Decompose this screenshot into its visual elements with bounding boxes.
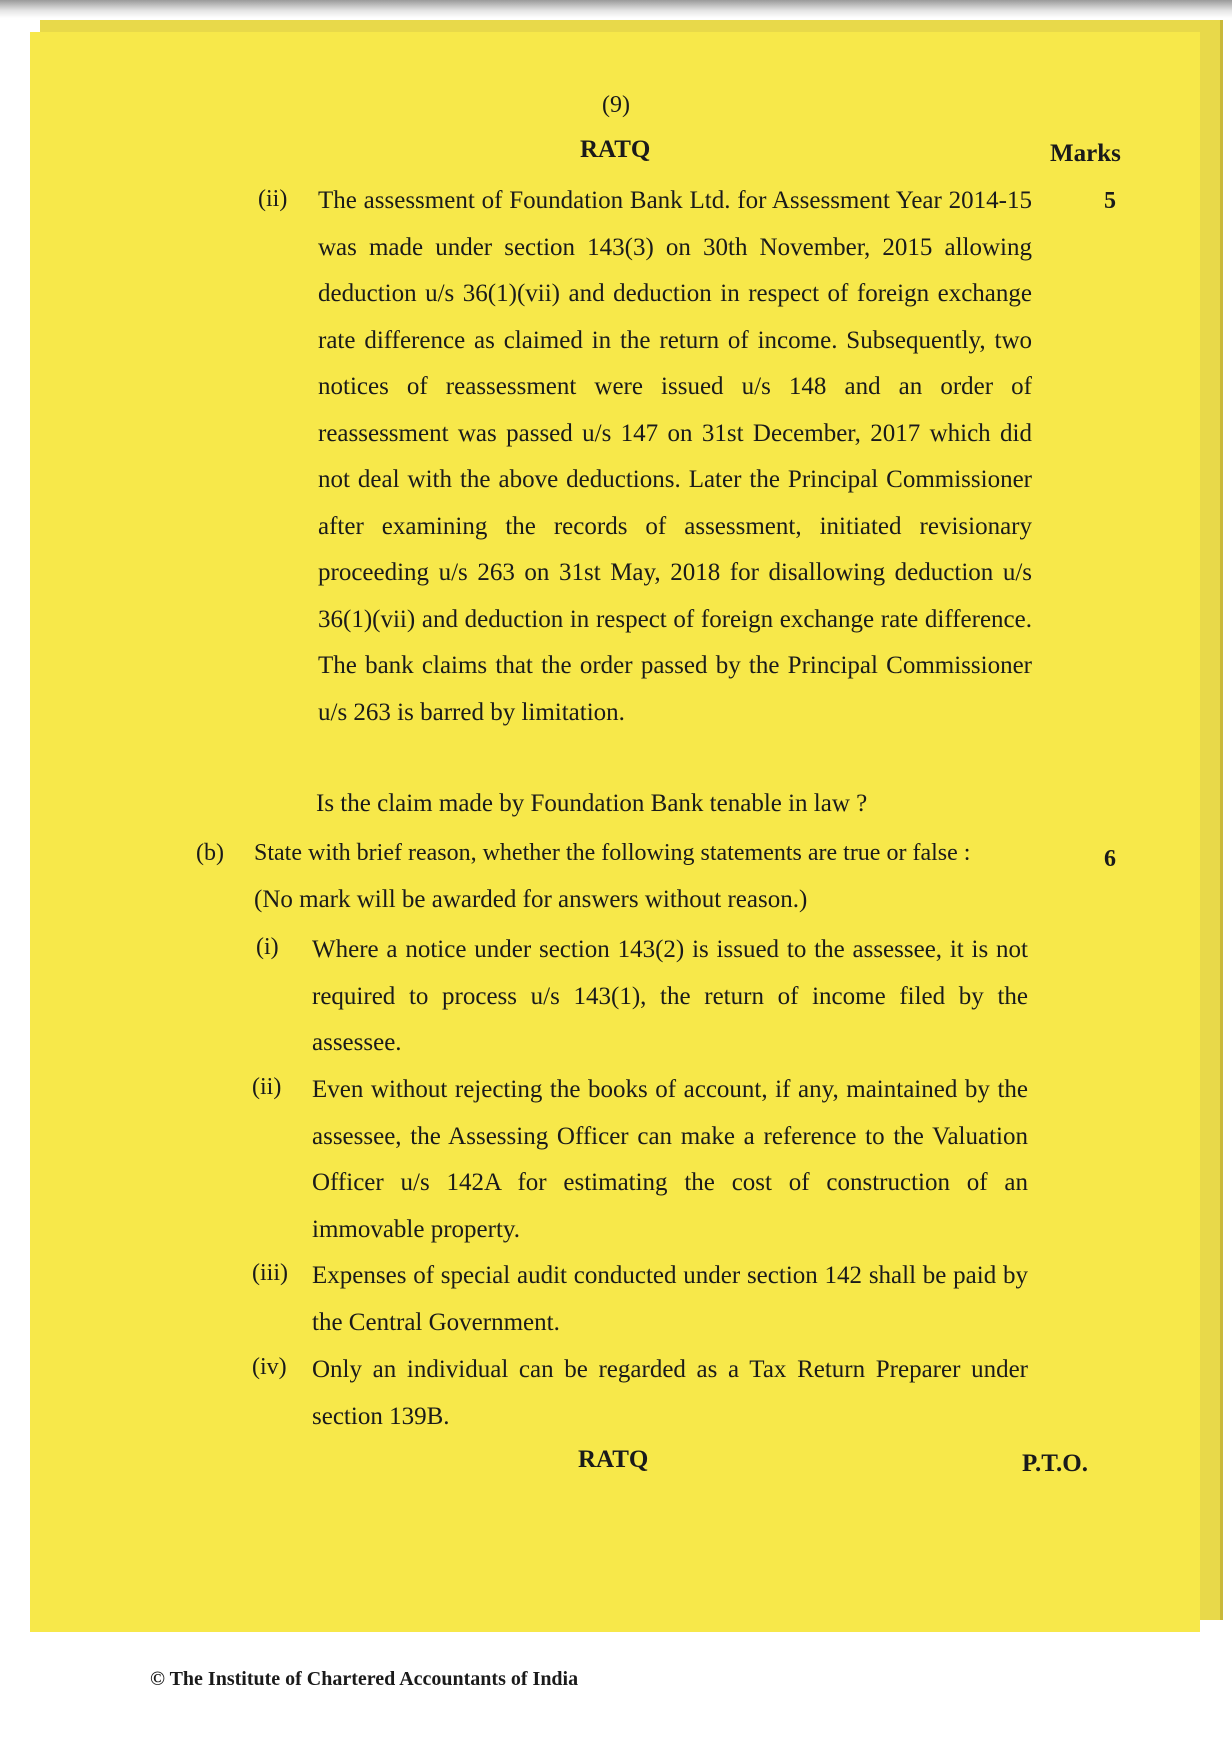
- question-ii-prompt: Is the claim made by Foundation Bank tenable in law ?: [316, 790, 868, 817]
- statement-iv-text: Only an individual can be regarded as a Tax Return Preparer under section 139B.: [312, 1356, 1028, 1430]
- scan-edge: [0, 0, 1232, 18]
- marks-heading: Marks: [1050, 140, 1121, 167]
- question-ii-label: (ii): [258, 186, 288, 212]
- paper-code-header: RATQ: [580, 136, 651, 163]
- statement-i-label: (i): [256, 934, 279, 960]
- copyright-notice: © The Institute of Chartered Accountants of India: [150, 1668, 579, 1690]
- statement-ii-text: Even without rejecting the books of account, if any, maintained by the assessee, the Assessing Officer can make a reference to the Valuation Officer u/s 142A for estimating the cost of construction of an immovable property.: [312, 1076, 1028, 1243]
- please-turn-over: P.T.O.: [1022, 1450, 1088, 1477]
- statement-iii-label: (iii): [252, 1260, 288, 1286]
- page-number: (9): [602, 92, 630, 118]
- question-ii-text: The assessment of Foundation Bank Ltd. for Assessment Year 2014-15 was made under section 143(3) on 30th November, 2015 allowing deduction u/s 36(1)(vii) and deduction in respect of foreign exchange rate difference as claimed in the return of income. Subsequently, two notices of reassessment were issued u/s 148 and an order of reassessment was passed u/s 147 on 31st December, 2017 which did not deal with the above deductions. Later the Principal Commissioner after examining the records of assessment, initiated revisionary proceeding u/s 263 on 31st May, 2018 for disallowing deduction u/s 36(1)(vii) and deduction in respect of foreign exchange rate difference. The bank claims that the order passed by the Principal Commissioner u/s 263 is barred by limitation.: [318, 187, 1032, 726]
- question-b-stem: State with brief reason, whether the following statements are true or false :: [254, 840, 971, 866]
- footer-paper-code: RATQ: [578, 1446, 649, 1473]
- statement-iii-text: Expenses of special audit conducted under section 142 shall be paid by the Central Government.: [312, 1262, 1028, 1336]
- question-b-marks: 6: [1104, 846, 1116, 872]
- question-b-note: (No mark will be awarded for answers without reason.): [254, 886, 808, 913]
- statement-i-text: Where a notice under section 143(2) is issued to the assessee, it is not required to process u/s 143(1), the return of income filed by the assessee.: [312, 936, 1028, 1056]
- question-b-label: (b): [196, 840, 224, 866]
- question-ii-marks: 5: [1104, 188, 1116, 214]
- statement-iv-label: (iv): [252, 1354, 287, 1380]
- statement-ii-label: (ii): [252, 1074, 282, 1100]
